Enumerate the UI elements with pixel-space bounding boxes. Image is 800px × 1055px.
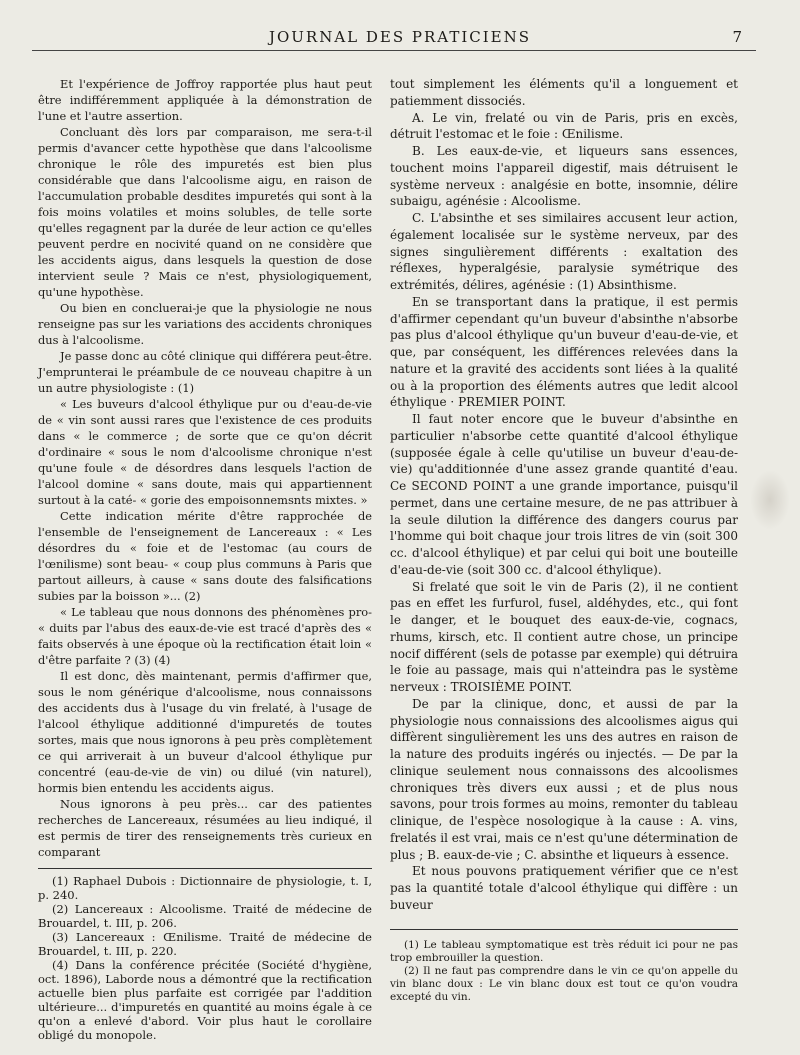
footnote: (2) Lancereaux : Alcoolisme. Traité de médecine de Brouardel, t. III, p. 206.: [38, 902, 372, 930]
paragraph: De par la clinique, donc, et aussi de par la physiologie nous connaissions des alcoolismes aigus qui diffèrent singulièrement les uns des autres en raison de la nature des produits ingérés ou injectés. — De par la clinique seulement nous connaissons des alcoolismes chroniques très divers eux aussi ; et de plus nous savons, pour trois formes au moins, remonter du tableau clinique, de l'espèce nosologique à la cause : A. vins, frelatés il est vrai, mais ce n'est qu'une détermination de plus ; B. eaux-de-vie ; C. absinthe et liqueurs à essence.: [390, 696, 738, 862]
paragraph: Ou bien en concluerai-je que la physiologie ne nous renseigne pas sur les variations des accidents chroniques dus à l'alcoolisme.: [38, 301, 372, 347]
paragraph: « Les buveurs d'alcool éthylique pur ou d'eau-de-vie de « vin sont aussi rares que l'existence de ces produits dans « le commerce ; de sorte que ce qu'on décrit d'ordinaire « sous le nom d'alcoolisme chronique n'est qu'une foule « de désordres dans lesquels l'action de l'alcool domine « sans doute, mais qui appartiennent surtout à la caté- « gorie des empoisonnemsnts mixtes. »: [38, 397, 372, 507]
paragraph: Je passe donc au côté clinique qui différera peut-être. J'emprunterai le préambule de ce nouveau chapitre à un un autre physiologiste : (1): [38, 349, 372, 395]
paragraph: Il est donc, dès maintenant, permis d'affirmer que, sous le nom générique d'alcoolisme, nous connaissons des accidents dus à l'usage du vin frelaté, à l'usage de l'alcool éthylique additionné d'impuretés de toutes sortes, mais que nous ignorons à peu près complètement ce qui arriverait à un buveur d'alcool éthylique pur concentré (eau-de-vie de vin) ou dilué (vin naturel), hormis bien entendu les accidents aigus.: [38, 669, 372, 795]
paper-stain: [750, 470, 790, 530]
paragraph: Il faut noter encore que le buveur d'absinthe en particulier n'absorbe cette quantité d'alcool éthylique (supposée égale à celle qu'utilise un buveur d'eau-de-vie) qu'additionnée d'une assez grande quantité d'eau. Ce SECOND POINT a une grande importance, puisqu'il permet, dans une certaine mesure, de ne pas attribuer à la seule dilution la différence des dangers courus par l'homme qui boit chaque jour trois litres de vin (soit 300 cc. d'alcool éthylique) et par celui qui boit une bouteille d'eau-de-vie (soit 300 cc. d'alcool éthylique).: [390, 412, 738, 577]
footnote: (1) Raphael Dubois : Dictionnaire de physiologie, t. I, p. 240.: [38, 874, 372, 902]
paragraph: Cette indication mérite d'être rapprochée de l'ensemble de l'enseignement de Lancereaux : « Les désordres du « foie et de l'estomac (au cours de l'œnilisme) sont beau- « coup plus communs à Paris que partout ailleurs, à cause « sans doute des falsifications subies par la boisson »... (2): [38, 509, 372, 603]
paragraph: tout simplement les éléments qu'il a longuement et patiemment dissociés.: [390, 77, 738, 108]
footnote: (2) Il ne faut pas comprendre dans le vin ce qu'on appelle du vin blanc doux : Le vin blanc doux est tout ce qu'on voudra excepté du vin.: [390, 965, 738, 1003]
footnote: (1) Le tableau symptomatique est très réduit ici pour ne pas trop embrouiller la question.: [390, 939, 738, 964]
right-column: [390, 76, 738, 914]
paragraph: A. Le vin, frelaté ou vin de Paris, pris en excès, détruit l'estomac et le foie : Œnilisme.: [390, 110, 738, 142]
journal-title: JOURNAL DES PRATICIENS: [268, 28, 532, 46]
paragraph: Nous ignorons à peu près... car des patientes recherches de Lancereaux, résumées au lieu indiqué, il est permis de tirer des renseignements très curieux en comparant: [38, 797, 372, 859]
paragraph: Et nous pouvons pratiquement vérifier que ce n'est pas la quantité totale d'alcool éthylique qui diffère : un buveur: [390, 864, 738, 912]
footnote: (4) Dans la conférence précitée (Société d'hygiène, oct. 1896), Laborde nous a démontré que la rectification actuelle bien plus parfaite est corrigée par l'addition ultérieure... d'impuretés en quantité au moins égale à ce qu'on a enlevé d'abord. Voir plus haut le corollaire obligé du monopole.: [38, 958, 372, 1042]
paragraph: Et l'expérience de Joffroy rapportée plus haut peut être indifféremment appliquée à la démonstration de l'une et l'autre assertion.: [38, 77, 372, 123]
paragraph: Si frelaté que soit le vin de Paris (2), il ne contient pas en effet les furfurol, fusel, aldéhydes, etc., qui font le danger, et le bouquet des eaux-de-vie, cognacs, rhums, kirsch, etc. Il contient autre chose, un principe nocif différent (sels de potasse par exemple) qui détruira le foie au passage, mais qui n'atteindra pas le système nerveux : TROISIÈME POINT.: [390, 579, 738, 694]
left-column: [38, 76, 372, 860]
header-rule: [32, 50, 756, 51]
right-footnote-rule: [390, 929, 738, 930]
paragraph: C. L'absinthe et ses similaires accusent leur action, également localisée sur le système nerveux, par des signes singulièrement différents : exaltation des réflexes, hyperalgésie, paralysie symétrique des extrémités, délires, agénésie : (1) Absinthisme.: [390, 211, 738, 292]
footnote: (3) Lancereaux : Œnilisme. Traité de médecine de Brouardel, t. III, p. 220.: [38, 930, 372, 958]
left-footnote-rule: [38, 868, 372, 869]
paragraph: Concluant dès lors par comparaison, me sera-t-il permis d'avancer cette hypothèse que dans l'alcoolisme chronique le rôle des impuretés est bien plus considérable que dans l'alcoolisme aigu, en raison de l'accumulation probable desdites impuretés qui sont à la fois moins volatiles et moins solubles, de telle sorte qu'elles regagnent par la durée de leur action ce qu'elles peuvent perdre en nocivité quand on ne considère que les accidents aigus, dans lesquels la question de dose intervient seule ? Mais ce n'est, physiologiquement, qu'une hypothèse.: [38, 125, 372, 299]
page-number: 7: [732, 28, 742, 46]
right-footnotes: [390, 939, 738, 1004]
left-footnotes: [38, 874, 372, 1042]
running-header: [0, 26, 800, 52]
paragraph: « Le tableau que nous donnons des phénomènes pro- « duits par l'abus des eaux-de-vie est tracé d'après des « faits observés à une époque où la rectification était loin « d'être parfaite ? (3) (4): [38, 605, 372, 667]
paragraph: B. Les eaux-de-vie, et liqueurs sans essences, touchent moins l'appareil digestif, mais détruisent le système nerveux : analgésie en botte, insomnie, délire subaigu, agénésie : Alcoolisme.: [390, 144, 738, 209]
paragraph: En se transportant dans la pratique, il est permis d'affirmer cependant qu'un buveur d'absinthe n'absorbe pas plus d'alcool éthylique qu'un buveur d'eau-de-vie, et que, par conséquent, les différences relevées dans la nature et la gravité des accidents sont liées à la qualité ou à la proportion des éléments autres que ledit alcool éthylique · PREMIER POINT.: [390, 294, 738, 410]
